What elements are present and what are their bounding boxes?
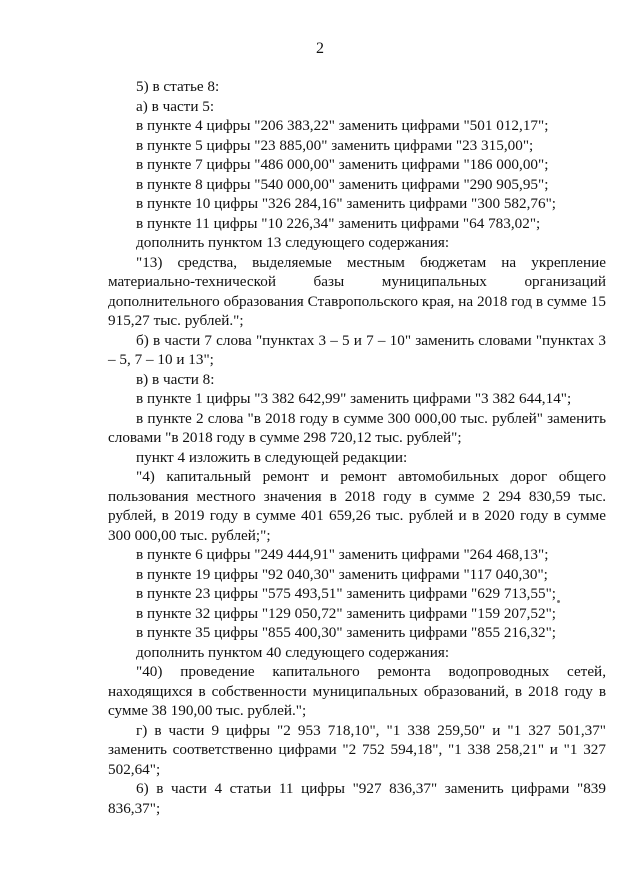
paragraph-part-7: б) в части 7 слова "пунктах 3 – 5 и 7 – 10" заменить словами "пунктах 3 – 5, 7 – 10 и 13"; <box>108 331 606 368</box>
paragraph-part-8-item-35: в пункте 35 цифры "855 400,30" заменить цифрами "855 216,32"; <box>136 624 557 641</box>
paragraph-item-4-new-edition: пункт 4 изложить в следующей редакции: <box>136 448 408 466</box>
paragraph-part-8-heading: в) в части 8: <box>136 370 215 388</box>
paragraph-part-8-item-19: в пункте 19 цифры "92 040,30" заменить цифрами "117 040,30"; <box>136 565 548 583</box>
paragraph-part-8-item-6: в пункте 6 цифры "249 444,91" заменить цифрами "264 468,13"; <box>136 546 549 563</box>
paragraph-item-4: в пункте 4 цифры "206 383,22" заменить цифрами "501 012,17"; <box>136 117 549 134</box>
paragraph-part-5-heading: а) в части 5: <box>136 97 215 115</box>
paragraph-add-item-13: дополнить пунктом 13 следующего содержания: <box>136 234 450 251</box>
paragraph-item-7: в пункте 7 цифры "486 000,00" заменить цифрами "186 000,00"; <box>136 156 549 173</box>
document-body <box>108 77 606 818</box>
paragraph-article-8-heading: 5) в статье 8: <box>136 78 220 95</box>
paragraph-item-40-text: "40) проведение капитального ремонта водопроводных сетей, находящихся в собственности муниципальных образований, в 2018 году в сумме 38 190,00 тыс. рублей."; <box>108 663 606 719</box>
page-number: 2 <box>316 40 324 57</box>
paragraph-part-9: г) в части 9 цифры "2 953 718,10", "1 338 259,50" и "1 327 501,37" заменить соответственно цифрами "2 752 594,18", "1 338 258,21" и "1 327 502,64"; <box>108 721 606 778</box>
paragraph-add-item-40: дополнить пунктом 40 следующего содержания: <box>136 643 450 661</box>
scan-speck <box>557 600 560 603</box>
paragraph-article-11: 6) в части 4 статьи 11 цифры "927 836,37" заменить цифрами "839 836,37"; <box>108 780 606 817</box>
paragraph-item-10: в пункте 10 цифры "326 284,16" заменить цифрами "300 582,76"; <box>136 195 557 212</box>
paragraph-item-5: в пункте 5 цифры "23 885,00" заменить цифрами "23 315,00"; <box>136 136 534 154</box>
paragraph-part-8-item-2: в пункте 2 слова "в 2018 году в сумме 300 000,00 тыс. рублей" заменить словами "в 2018 году в сумме 298 720,12 тыс. рублей"; <box>108 409 606 446</box>
paragraph-item-13-text: "13) средства, выделяемые местным бюджетам на укрепление материально-технической базы муниципальных организаций дополнительного образования Ставропольского края, на 2018 год в сумме 15 915,27 тыс. рублей."; <box>108 253 606 329</box>
paragraph-part-8-item-32: в пункте 32 цифры "129 050,72" заменить цифрами "159 207,52"; <box>136 604 557 622</box>
paragraph-item-8: в пункте 8 цифры "540 000,00" заменить цифрами "290 905,95"; <box>136 175 549 193</box>
paragraph-item-4-text: "4) капитальный ремонт и ремонт автомобильных дорог общего пользования местного значения в 2018 году в сумме 2 294 830,59 тыс. рублей, в 2019 году в сумме 401 659,26 тыс. рублей и в 2020 году в сумме 300 000,00 тыс. рублей;"; <box>108 468 606 544</box>
paragraph-part-8-item-1: в пункте 1 цифры "3 382 642,99" заменить цифрами "3 382 644,14"; <box>136 390 572 407</box>
paragraph-item-11: в пункте 11 цифры "10 226,34" заменить цифрами "64 783,02"; <box>136 214 541 232</box>
paragraph-part-8-item-23: в пункте 23 цифры "575 493,51" заменить цифрами "629 713,55"; <box>136 585 557 602</box>
